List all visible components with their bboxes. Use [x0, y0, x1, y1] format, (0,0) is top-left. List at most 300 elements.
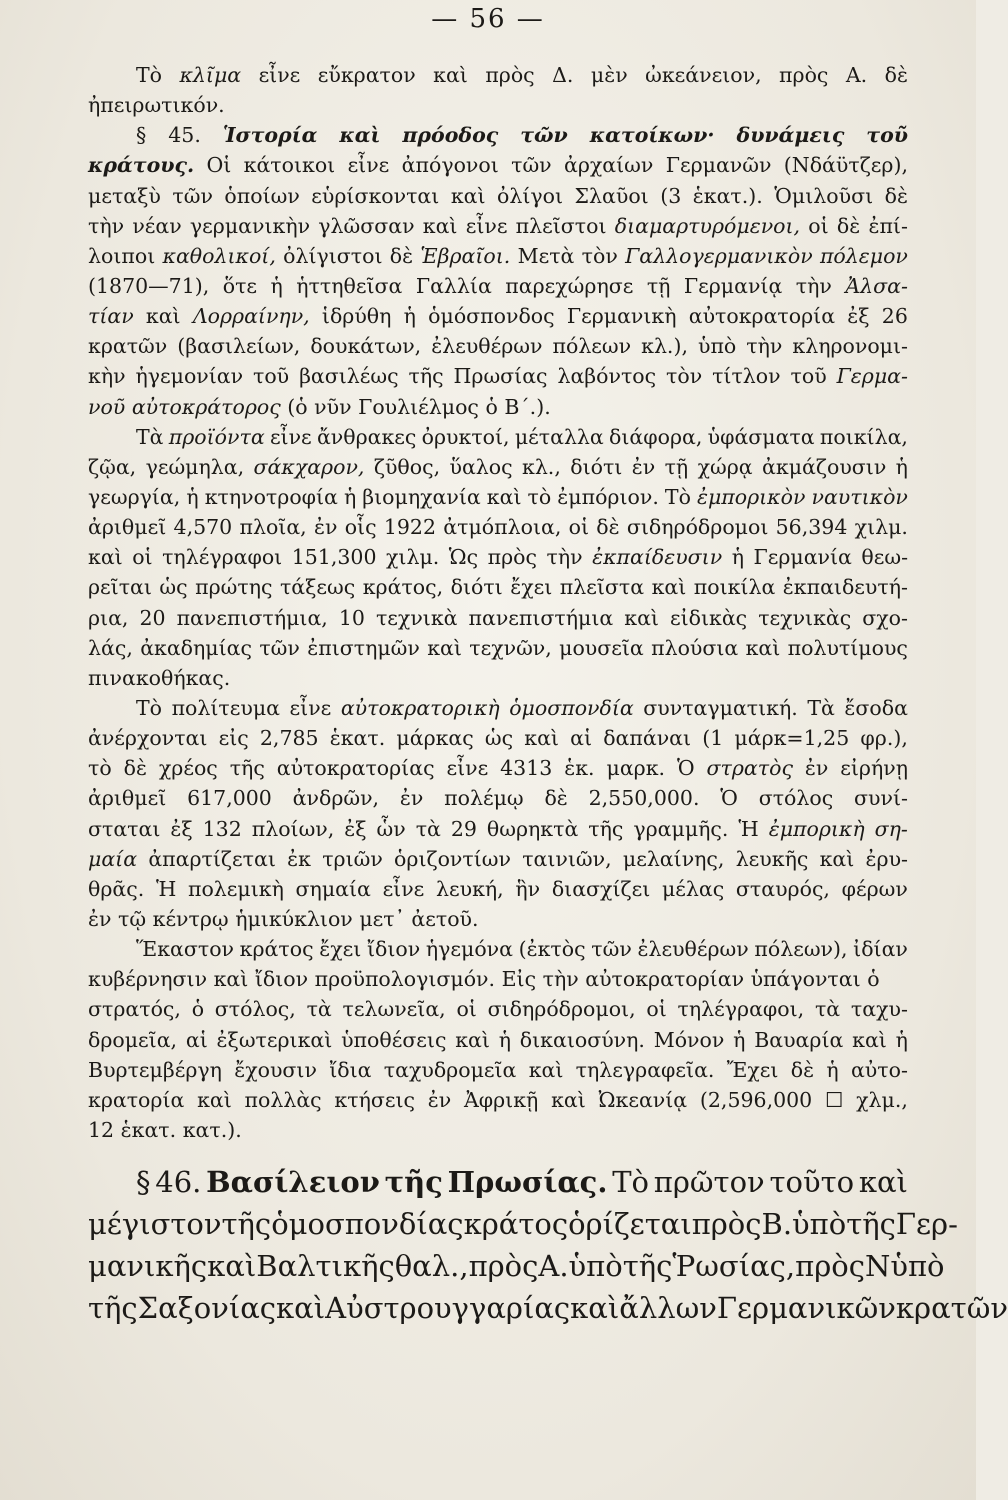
- word: ποικίλα: [693, 575, 776, 600]
- word: καὶ: [433, 63, 468, 87]
- word: καὶ: [858, 1165, 908, 1200]
- word: εἰς: [218, 726, 249, 751]
- word: τίτλον: [712, 364, 781, 389]
- text-line: [88, 60, 908, 90]
- word: δαπάναι: [603, 726, 692, 751]
- word: κρατορία: [88, 1087, 185, 1112]
- word: συνταγματική.: [643, 695, 798, 720]
- word: εἶνε: [347, 153, 390, 178]
- word: καὶ: [551, 1087, 586, 1112]
- word: ἐπί-: [868, 213, 908, 238]
- word: ἀκμάζουσιν: [762, 454, 887, 479]
- word: τριῶν: [322, 846, 383, 871]
- section-gap: [88, 1145, 908, 1161]
- word: Αὐστρουγγαρίας: [325, 1291, 571, 1326]
- word: εἶνε: [289, 695, 332, 720]
- word: 56,394: [775, 515, 848, 540]
- word: παρεχώρησε: [505, 273, 634, 298]
- word: Ν: [864, 1249, 891, 1284]
- word: (2,596,000: [699, 1087, 813, 1112]
- word: γερμανικὴν: [189, 213, 311, 238]
- word: τὸν: [666, 364, 703, 389]
- word: Οἱ: [206, 153, 232, 178]
- word: Τὸ: [664, 484, 691, 509]
- word: κλ.,: [522, 454, 561, 479]
- word: ἔσοδα: [844, 695, 908, 720]
- word: ἡ: [270, 273, 283, 298]
- word: εἶνε: [382, 876, 425, 901]
- word: ἐξωτερικαὶ: [216, 1027, 333, 1052]
- word: ἐξ: [170, 816, 193, 841]
- word: νέαν: [132, 213, 182, 238]
- word: τὸ: [88, 756, 112, 781]
- word: δὲ: [389, 243, 414, 268]
- word: Γερμανικῶν: [716, 1291, 896, 1326]
- word: πολλὰς: [244, 1087, 322, 1112]
- word: εἶνε: [465, 213, 508, 238]
- text-line: [88, 542, 908, 572]
- word: ἡ: [895, 454, 908, 479]
- word: Ἑβραῖοι.: [420, 243, 511, 268]
- word: δὲ: [544, 786, 568, 811]
- text-line: [88, 90, 908, 120]
- word: ὅτε: [222, 273, 258, 298]
- word: ἐλευθέρων: [431, 334, 543, 359]
- word: ὁ: [191, 997, 205, 1022]
- word: τῇ: [646, 273, 671, 298]
- word: ἐν: [399, 786, 424, 811]
- word: καὶ: [651, 575, 687, 600]
- word: Σαξονίας: [137, 1291, 277, 1326]
- word: ρεῖται: [88, 575, 152, 600]
- text-line: [88, 633, 908, 663]
- word: ἐμπορικὸν: [696, 484, 806, 509]
- word: αὐτοκρατορικὴ: [340, 695, 500, 720]
- word: γραμμῆς.: [633, 816, 729, 841]
- word: Γαλλία: [415, 273, 492, 298]
- word: τηλέγραφοι,: [677, 997, 805, 1022]
- word: 2,550,000.: [588, 786, 700, 811]
- word: δικαιοσύνη.: [519, 1027, 645, 1052]
- word: οἷς: [344, 515, 377, 540]
- word: μὲν: [590, 63, 628, 87]
- word: 1922: [383, 515, 437, 540]
- word: ὡς: [159, 575, 188, 600]
- word: εἶνε: [269, 424, 312, 449]
- word: δὲ: [884, 183, 908, 208]
- word: ὁ: [867, 967, 880, 992]
- word: Γερμανίᾳ: [683, 273, 783, 298]
- word: 4313: [500, 756, 553, 781]
- word: Πρωσίας: [453, 364, 548, 389]
- word: πολίτευμα: [171, 695, 280, 720]
- word: ἀριθμεῖ: [88, 515, 167, 540]
- word: καὶ: [88, 545, 123, 570]
- text-line: [88, 482, 908, 512]
- word: ἄνθρακες: [316, 424, 417, 449]
- word: ὀλίγιστοι: [283, 243, 383, 268]
- word: ποικίλα,: [819, 424, 908, 449]
- word: ζῦθος,: [373, 454, 441, 479]
- word: Γερμανικὴ: [566, 304, 677, 329]
- word: αἱ: [570, 726, 593, 751]
- word: καὶ: [819, 846, 855, 871]
- word: κρατῶν: [895, 1291, 1008, 1326]
- word: σχο-: [862, 605, 908, 630]
- word: οἱ: [646, 997, 667, 1022]
- word: ☐: [824, 1087, 844, 1112]
- word: βιομηχανία: [362, 484, 481, 509]
- word: ἀτμόπλοια,: [443, 515, 562, 540]
- word: §: [136, 123, 147, 148]
- word: τῆς: [588, 816, 624, 841]
- word: 2,785: [259, 726, 319, 751]
- word: ἄλλων: [619, 1291, 717, 1326]
- word: ὁποίων: [224, 183, 300, 208]
- word: ἑκ.: [564, 756, 595, 781]
- word: κράτος: [463, 1207, 569, 1242]
- word: κλ.),: [641, 334, 688, 359]
- word: χρέος: [158, 756, 218, 781]
- word: Εἰς: [501, 967, 537, 992]
- word: ἑκατ.: [120, 1117, 177, 1142]
- word: τῇ: [664, 454, 689, 479]
- word: πρόοδος: [402, 123, 499, 148]
- word: τὰ: [415, 816, 441, 841]
- word: μέλας: [661, 876, 725, 901]
- word: ἡμικύκλιον: [235, 906, 353, 931]
- word: καὶ: [339, 123, 381, 148]
- word: Ἡ: [738, 816, 759, 841]
- word: Ὁμιλοῦσι: [774, 183, 874, 208]
- word: Ἡ: [155, 876, 177, 901]
- text-line: [88, 964, 908, 994]
- word: ἠπειρωτικόν.: [88, 93, 225, 118]
- word: ἀετοῦ.: [411, 906, 479, 931]
- word: οἱ: [456, 997, 477, 1022]
- word: στρατὸς: [706, 756, 793, 781]
- word: ἡ: [733, 1027, 746, 1052]
- word: 46.: [155, 1165, 202, 1200]
- word: ἡ: [403, 304, 416, 329]
- word: ἐπιστημῶν: [307, 635, 420, 660]
- word: τοῦ: [790, 364, 827, 389]
- word: πόλεων),: [754, 937, 848, 962]
- word: ὧν: [376, 816, 406, 841]
- word: μέταλλα: [514, 424, 604, 449]
- word: ἀνέρχονται: [88, 726, 208, 751]
- word: ἡ: [498, 1027, 512, 1052]
- word: τὴν: [88, 213, 125, 238]
- word: αὐτοκρατορίαν: [585, 967, 745, 992]
- word: ἐκ: [287, 846, 311, 871]
- word: 10: [338, 605, 365, 630]
- word: τίαν: [88, 304, 134, 329]
- word: σάκχαρον,: [253, 454, 365, 479]
- word: στόλος: [758, 786, 834, 811]
- word: Τὰ: [807, 695, 835, 720]
- text-line: [88, 783, 908, 813]
- word: τὰ: [814, 997, 841, 1022]
- word: δὲ: [123, 756, 147, 781]
- text-line: [88, 1115, 908, 1145]
- word: μουσεῖα: [559, 635, 644, 660]
- word: προϊόντα: [168, 424, 265, 449]
- word: ἐκπαίδευσιν: [592, 545, 723, 570]
- word: πόλεων: [552, 334, 632, 359]
- word: Ὡς: [448, 545, 479, 570]
- word: νῦν: [314, 394, 352, 419]
- word: ὁρίζεται: [568, 1207, 692, 1242]
- word: ἀριθμεῖ: [88, 786, 167, 811]
- word: ὑπὸ: [568, 1249, 623, 1284]
- text-line: [88, 844, 908, 874]
- word: Ἱστορία: [222, 123, 318, 148]
- text-line: [88, 422, 908, 452]
- word: Βυρτεμβέργη: [88, 1057, 222, 1082]
- section-46-line: [88, 1161, 908, 1203]
- body-text: [88, 60, 1008, 1329]
- word: ἐν: [313, 515, 338, 540]
- word: ἡγεμονίαν: [135, 364, 244, 389]
- text-line: [88, 181, 908, 211]
- word: ὑποθέσεις: [341, 1027, 447, 1052]
- word: (1870—71),: [88, 273, 210, 298]
- text-line: [88, 211, 908, 241]
- word: Ἔχει: [726, 1057, 779, 1082]
- word: νοῦ: [88, 394, 126, 419]
- text-line: [88, 512, 908, 542]
- word: καὶ: [570, 1291, 620, 1326]
- word: τῶν: [591, 937, 632, 962]
- word: §: [136, 1165, 151, 1200]
- word: στρατός,: [88, 997, 181, 1022]
- word: εἶνε: [258, 63, 301, 87]
- text-line: [88, 361, 908, 391]
- word: αὐτοκρατορίας: [276, 756, 435, 781]
- word: ὁ: [485, 394, 498, 419]
- word: ἴδια: [329, 1057, 372, 1082]
- word: κρατῶν: [88, 334, 168, 359]
- word: 132: [202, 816, 242, 841]
- word: πόλεμον: [819, 243, 908, 268]
- word: τῷ: [118, 906, 147, 931]
- word: πλοίων,: [251, 816, 335, 841]
- word: ἔχει: [319, 937, 362, 962]
- text-line: [88, 663, 908, 693]
- word: Ὁ: [676, 756, 695, 781]
- word: ἣν: [515, 876, 541, 901]
- word: διότι: [570, 454, 623, 479]
- word: σιδηρόδρομοι,: [487, 997, 636, 1022]
- word: ἐν: [88, 906, 112, 931]
- word: οἱ: [568, 515, 589, 540]
- word: ἀνδρῶν,: [292, 786, 380, 811]
- word: διαμαρτυρόμενοι,: [614, 213, 801, 238]
- word: πρὸς: [485, 63, 535, 87]
- word: ὁμοσπονδίας: [271, 1207, 464, 1242]
- text-line: [88, 723, 908, 753]
- word: Β.: [761, 1207, 793, 1242]
- word: ἑκατ.).: [692, 183, 763, 208]
- word: ὀλίγοι: [497, 183, 564, 208]
- word: καὶ: [276, 1291, 326, 1326]
- word: ἐμπορικὴ: [768, 816, 865, 841]
- word: αὐτοκράτορος: [131, 394, 281, 419]
- word: ἔχει: [510, 575, 553, 600]
- word: δὲ: [884, 63, 908, 87]
- word: Μετὰ: [517, 243, 575, 268]
- word: ἐν: [427, 1087, 452, 1112]
- word: πρὸς: [691, 1207, 762, 1242]
- word: καὶ: [145, 304, 181, 329]
- word: 29: [450, 816, 477, 841]
- word: Ἀφρικῇ: [463, 1087, 539, 1112]
- text-line: [88, 753, 908, 783]
- word: Ῥωσίας,: [672, 1249, 796, 1284]
- word: οἱ: [132, 545, 153, 570]
- word: κατ.).: [182, 1117, 242, 1142]
- word: κάτοικοι: [243, 153, 336, 178]
- word: ἑκατ.: [329, 726, 386, 751]
- word: τῆς: [88, 1291, 138, 1326]
- word: μελαίνης,: [622, 846, 725, 871]
- word: πολυτίμους: [787, 635, 908, 660]
- word: τῆς: [846, 1207, 896, 1242]
- word: Γερ-: [895, 1207, 958, 1242]
- word: γλῶσσαν: [318, 213, 415, 238]
- word: τηλέγραφοι: [162, 545, 283, 570]
- text-line: [88, 331, 908, 361]
- word: 617,000: [187, 786, 272, 811]
- word: τεχνικὰ: [375, 605, 458, 630]
- word: (ὁ: [287, 394, 308, 419]
- word: θαλ.,: [394, 1249, 469, 1284]
- word: καὶ: [197, 1087, 232, 1112]
- word: ἐν: [631, 454, 656, 479]
- word: ὑπὸ: [697, 334, 737, 359]
- word: ναυτικὸν: [811, 484, 908, 509]
- word: ση-: [874, 816, 908, 841]
- word: ἐξ: [344, 816, 367, 841]
- word: Λορραίνην,: [192, 304, 310, 329]
- word: αὐτοκρατορία: [688, 304, 836, 329]
- word: τῆς: [229, 756, 265, 781]
- word: καὶ: [745, 635, 781, 660]
- word: ταχυ-: [850, 997, 908, 1022]
- word: μαρκ.: [606, 756, 666, 781]
- word: κράτους.: [88, 153, 195, 178]
- page-number: — 56 —: [431, 4, 545, 34]
- word: ὑπὸ: [890, 1249, 945, 1284]
- text-line: [88, 120, 908, 150]
- word: 20: [139, 605, 166, 630]
- word: ἡ: [343, 484, 357, 509]
- word: Βαλτικῆς: [256, 1249, 395, 1284]
- word: ἱδρύθη: [321, 304, 392, 329]
- word: τελωνεῖα,: [342, 997, 446, 1022]
- word: σταυρός,: [735, 876, 830, 901]
- word: Σλαῦοι: [574, 183, 649, 208]
- word: ὑπὸ: [792, 1207, 847, 1242]
- word: ἡττηθεῖσα: [296, 273, 403, 298]
- word: εἰδικὰς: [669, 605, 748, 630]
- text-line: [88, 934, 908, 964]
- word: Πρωσίας.: [447, 1165, 608, 1200]
- word: τῶν: [172, 183, 213, 208]
- word: τοῦ: [253, 364, 290, 389]
- word: Μόνον: [653, 1027, 725, 1052]
- word: ἐν: [804, 756, 829, 781]
- section-46-line: [88, 1245, 945, 1287]
- word: ἴδιον: [254, 967, 309, 992]
- word: δὲ: [596, 515, 620, 540]
- word: Γαλλογερμανικὸν: [625, 243, 813, 268]
- word: καὶ: [422, 213, 458, 238]
- word: ρια,: [88, 605, 129, 630]
- word: μέγιστον: [88, 1207, 222, 1242]
- word: ὡς: [484, 726, 514, 751]
- word: γεωργία,: [88, 484, 181, 509]
- word: θωρηκτὰ: [486, 816, 579, 841]
- word: πρὸς: [487, 545, 537, 570]
- word: 45.: [168, 123, 201, 148]
- word: κράτος,: [362, 575, 444, 600]
- word: ὑπάγονται: [750, 967, 861, 992]
- word: ἔχουσιν: [234, 1057, 317, 1082]
- word: μαία: [88, 846, 138, 871]
- word: (ἐκτὸς: [518, 937, 586, 962]
- word: κὴν: [88, 364, 126, 389]
- text-line: [88, 1055, 908, 1085]
- word: χλμ.,: [856, 1087, 908, 1112]
- word: τῆς: [221, 1207, 272, 1242]
- word: καὶ: [852, 1027, 887, 1052]
- word: ἡ: [186, 484, 199, 509]
- word: ὁριζοντίων: [394, 846, 511, 871]
- word: καὶ: [455, 1027, 490, 1052]
- word: τῆς: [384, 1165, 443, 1200]
- section-46-line: [88, 1287, 1008, 1329]
- word: ταινιῶν,: [522, 846, 612, 871]
- word: Γερμανία: [753, 545, 852, 570]
- word: θεω-: [861, 545, 908, 570]
- word: πλούσια: [651, 635, 739, 660]
- word: δρομεῖα,: [88, 1027, 178, 1052]
- word: χιλμ.: [386, 545, 440, 570]
- word: λοιποι: [88, 243, 156, 268]
- word: δὲ: [790, 1057, 815, 1082]
- word: τῶν: [259, 635, 300, 660]
- word: δουκάτων,: [310, 334, 422, 359]
- word: στόλος,: [214, 997, 296, 1022]
- word: (1: [702, 726, 724, 751]
- word: καὶ: [624, 605, 659, 630]
- word: Γερμανῶν: [665, 153, 772, 178]
- word: πρὸς: [779, 63, 829, 87]
- word: γεώμηλα,: [145, 454, 245, 479]
- word: σταται: [88, 816, 161, 841]
- word: Ὁ: [720, 786, 738, 811]
- word: πινακοθήκας.: [88, 665, 231, 690]
- word: δὲ: [836, 213, 861, 238]
- word: πανεπιστήμια,: [176, 605, 328, 630]
- word: 151,300: [291, 545, 377, 570]
- word: ἡ: [895, 1027, 908, 1052]
- word: ζῷα,: [88, 454, 137, 479]
- word: τὴν: [542, 967, 579, 992]
- word: ἐκπαιδευτή-: [782, 575, 908, 600]
